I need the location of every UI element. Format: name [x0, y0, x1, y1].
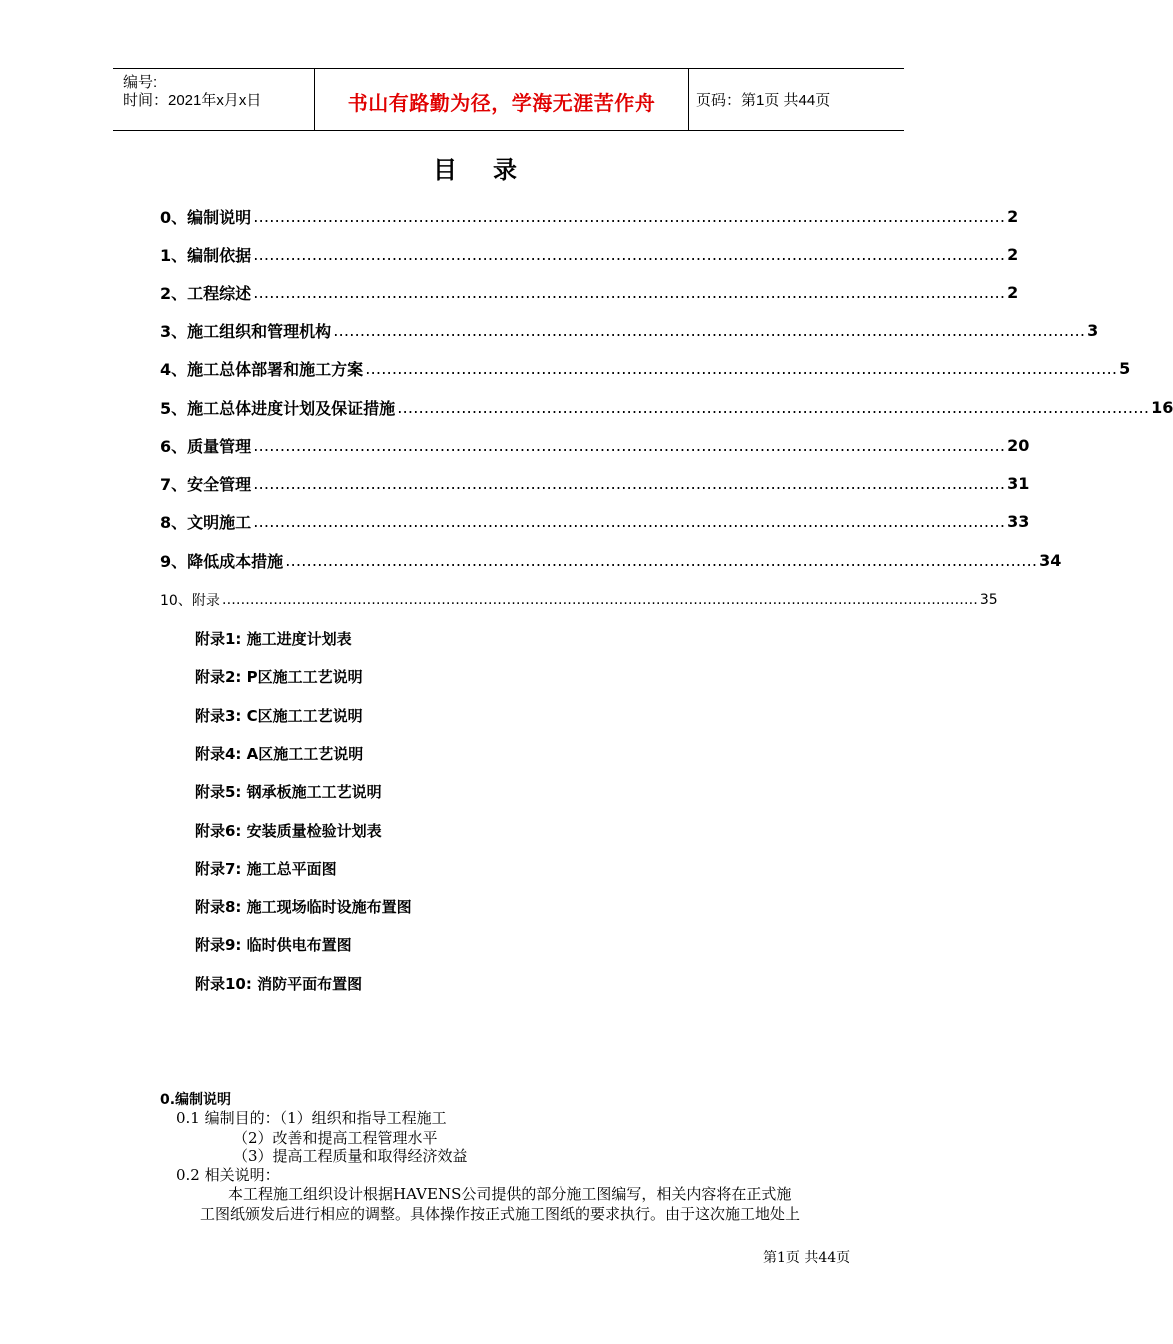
- toc-entry-label: 9、降低成本措施: [160, 551, 284, 571]
- toc-entry-page: 2: [1007, 244, 1019, 264]
- header-page-label: 页码：第1页 共44页: [696, 92, 831, 109]
- toc-title: 目录: [433, 156, 553, 184]
- page-header: [113, 68, 904, 131]
- appendix-item[interactable]: 附录2: P区施工工艺说明: [195, 668, 363, 686]
- toc-entry-page: 34: [1039, 550, 1062, 570]
- toc-entry[interactable]: [160, 506, 1030, 536]
- section-heading: 0.编制说明: [160, 1092, 232, 1108]
- appendix-item[interactable]: 附录7: 施工总平面图: [195, 860, 337, 878]
- section-line: （3）提高工程质量和取得经济效益: [233, 1147, 468, 1165]
- toc-leader-dots: ……………………………………………………………………………………………………………………………: [253, 244, 1006, 264]
- section-line: （2）改善和提高工程管理水平: [233, 1129, 438, 1147]
- appendix-item[interactable]: 附录4: A区施工工艺说明: [195, 745, 364, 763]
- section-line: 0.1 编制目的：（1）组织和指导工程施工: [176, 1109, 447, 1127]
- header-right-cell: [688, 69, 904, 130]
- toc-entry-label: 2、工程综述: [160, 283, 252, 303]
- toc-entry-page: 35: [979, 592, 998, 608]
- header-middle-cell: [314, 69, 689, 130]
- toc-leader-dots: ……………………………………………………………………………………………………………………………: [285, 550, 1038, 570]
- header-motto: 书山有路勤为径，学海无涯苦作舟: [347, 91, 656, 115]
- toc-entry-label: 8、文明施工: [160, 512, 252, 532]
- toc-entry-label: 10、附录: [160, 593, 220, 609]
- appendix-item[interactable]: 附录8: 施工现场临时设施布置图: [195, 898, 412, 916]
- toc-entry[interactable]: [160, 239, 1019, 269]
- section-line: 0.2 相关说明：: [176, 1166, 280, 1184]
- toc-leader-dots: ……………………………………………………………………………………………………………………………: [365, 358, 1118, 378]
- toc-entry-page: 16: [1151, 397, 1173, 417]
- section-paragraph-line: 本工程施工组织设计根据HAVENS公司提供的部分施工图编写，相关内容将在正式施: [228, 1185, 792, 1203]
- page-footer: 第1页 共44页: [763, 1250, 851, 1266]
- toc-entry[interactable]: [160, 353, 1131, 383]
- toc-leader-dots: ……………………………………………………………………………………………………………………………: [253, 473, 1006, 493]
- appendix-item[interactable]: 附录3: C区施工工艺说明: [195, 707, 363, 725]
- toc-entry[interactable]: [160, 277, 1019, 307]
- toc-entry-label: 5、施工总体进度计划及保证措施: [160, 398, 396, 418]
- toc-entry[interactable]: [160, 392, 1173, 422]
- appendix-item[interactable]: 附录9: 临时供电布置图: [195, 936, 352, 954]
- toc-leader-dots: ……………………………………………………………………………………………………………………………: [333, 320, 1086, 340]
- toc-entry-page: 33: [1007, 511, 1030, 531]
- toc-entry-label: 6、质量管理: [160, 436, 252, 456]
- time-label: 时间：2021年x月x日: [123, 92, 262, 109]
- toc-leader-dots: ……………………………………………………………………………………………………………………………: [253, 511, 1006, 531]
- toc-entry[interactable]: [160, 585, 998, 615]
- toc-leader-dots: ……………………………………………………………………………………………………………………………: [253, 282, 1006, 302]
- toc-entry[interactable]: [160, 545, 1062, 575]
- toc-leader-dots: ……………………………………………………………………………………………………………………………: [253, 435, 1006, 455]
- toc-leader-dots: ……………………………………………………………………………………………………………………………: [397, 397, 1150, 417]
- toc-entry-page: 31: [1007, 473, 1030, 493]
- appendix-item[interactable]: 附录10: 消防平面布置图: [195, 975, 363, 993]
- toc-leader-dots: ……………………………………………………………………………………………………………………………: [253, 206, 1006, 226]
- appendix-item[interactable]: 附录6: 安装质量检验计划表: [195, 822, 382, 840]
- appendix-item[interactable]: 附录1: 施工进度计划表: [195, 630, 352, 648]
- toc-leader-dots: ………………………………………………………………………………………………………………………………………………: [221, 592, 978, 608]
- toc-entry-page: 20: [1007, 435, 1030, 455]
- header-left-cell: [113, 69, 313, 130]
- toc-entry-page: 2: [1007, 282, 1019, 302]
- toc-entry-label: 4、施工总体部署和施工方案: [160, 359, 364, 379]
- appendix-item[interactable]: 附录5: 钢承板施工工艺说明: [195, 783, 382, 801]
- toc-entry-label: 1、编制依据: [160, 245, 252, 265]
- toc-entry-page: 3: [1087, 320, 1099, 340]
- toc-entry-label: 7、安全管理: [160, 474, 252, 494]
- toc-entry[interactable]: [160, 201, 1019, 231]
- section-paragraph-line: 工图纸颁发后进行相应的调整。具体操作按正式施工图纸的要求执行。由于这次施工地处上: [200, 1205, 801, 1223]
- toc-entry-page: 2: [1007, 206, 1019, 226]
- doc-number-label: 编号:: [123, 74, 158, 91]
- toc-entry[interactable]: [160, 430, 1030, 460]
- toc-entry[interactable]: [160, 315, 1099, 345]
- toc-entry-label: 0、编制说明: [160, 207, 252, 227]
- toc-entry-label: 3、施工组织和管理机构: [160, 321, 332, 341]
- toc-entry[interactable]: [160, 468, 1030, 498]
- toc-entry-page: 5: [1119, 358, 1131, 378]
